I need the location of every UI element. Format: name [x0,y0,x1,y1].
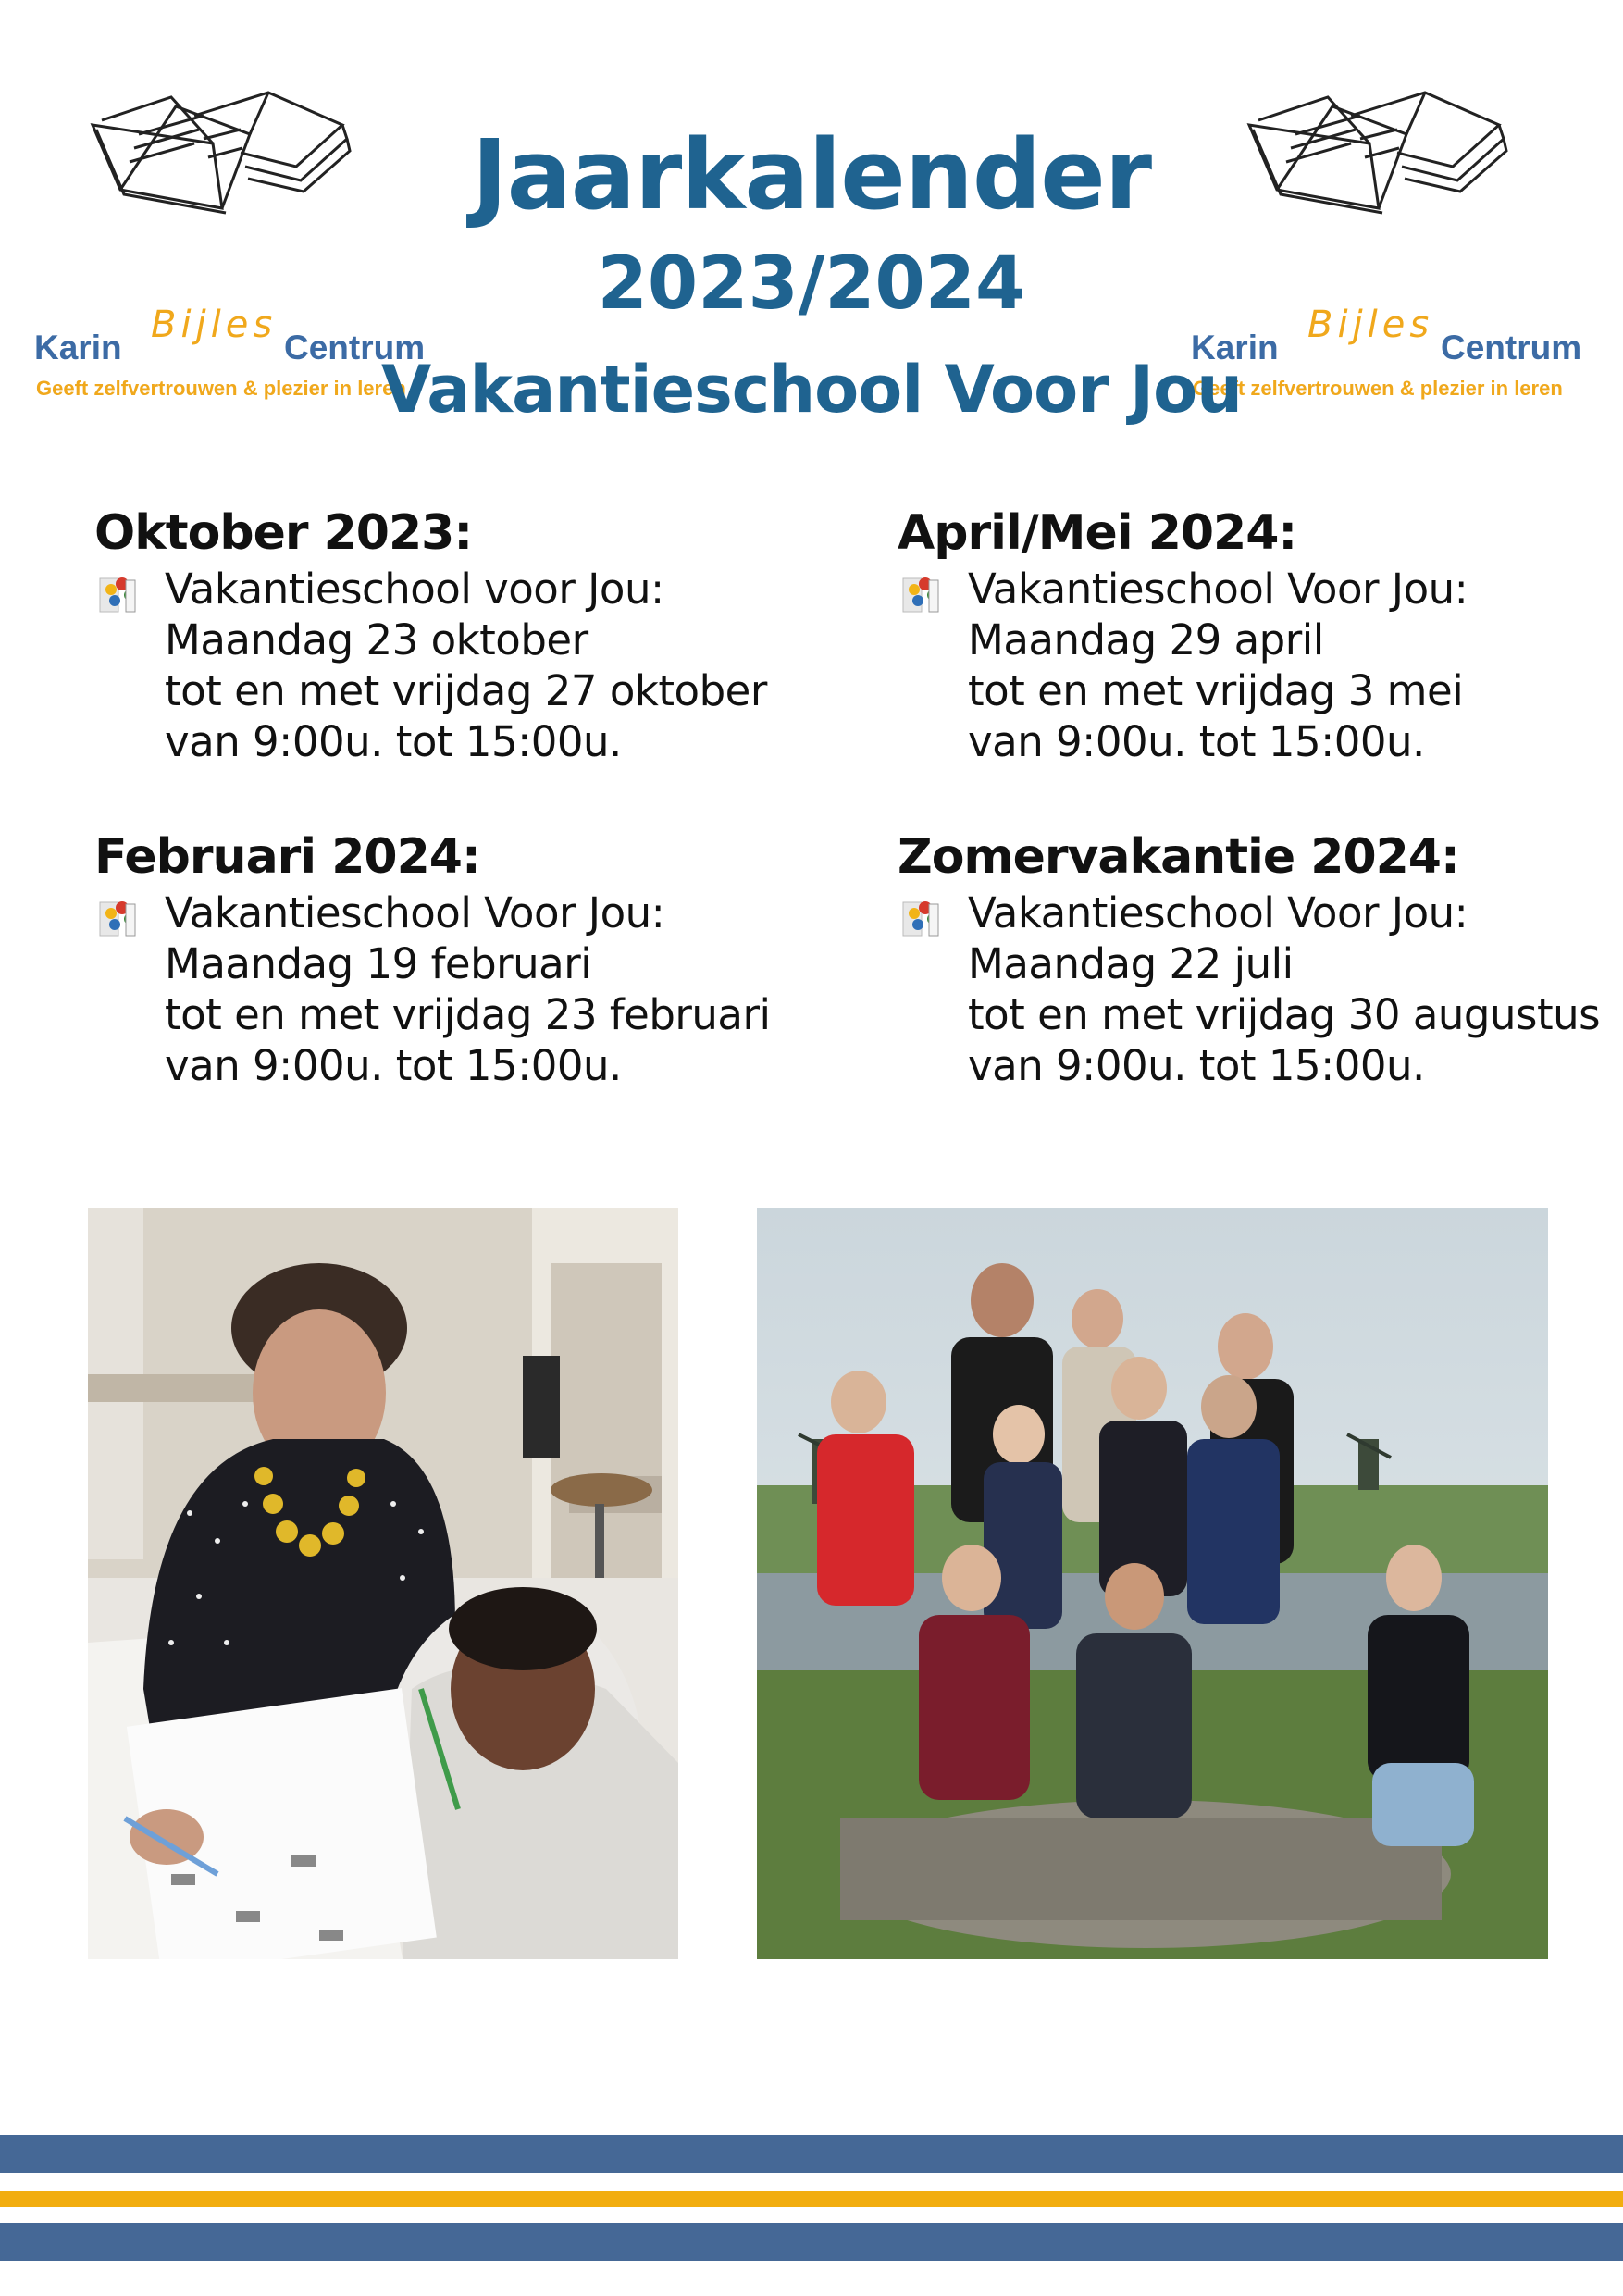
item-line: tot en met vrijdag 23 februari [165,990,771,1039]
brand-tagline: Geeft zelfvertrouwen & plezier in leren [36,377,406,400]
section-heading: April/Mei 2024: [898,505,1297,561]
item-line: Vakantieschool Voor Jou: [165,888,665,937]
section-item [94,564,853,767]
item-line: Vakantieschool voor Jou: [165,565,664,614]
item-line: Maandag 22 juli [968,939,1294,988]
brand-word-karin: Karin [1191,329,1279,366]
brand-word-centrum: Centrum [1441,329,1582,366]
school-year: 2023/2024 [597,242,1026,326]
item-line: tot en met vrijdag 30 augustus [968,990,1601,1039]
item-line: Maandag 23 oktober [165,615,588,664]
photo-teacher-student [88,1208,678,1959]
footer-stripe-blue [0,2223,1623,2261]
section-item [94,887,853,1091]
item-line: van 9:00u. tot 15:00u. [165,717,622,766]
item-line: van 9:00u. tot 15:00u. [165,1041,622,1090]
colorful-bullet-icon [98,571,142,615]
brand-word-bijles: Bijles [1307,304,1434,346]
item-line: van 9:00u. tot 15:00u. [968,1041,1425,1090]
item-line: Vakantieschool Voor Jou: [968,565,1468,614]
page-title: Jaarkalender [471,118,1152,231]
brand-tagline: Geeft zelfvertrouwen & plezier in leren [1193,377,1563,400]
section-heading: Zomervakantie 2024: [898,829,1459,885]
section-heading: Oktober 2023: [94,505,473,561]
section-februari [94,828,853,1091]
item-line: tot en met vrijdag 3 mei [968,666,1464,715]
photo-group-outdoors [757,1208,1548,1959]
brand-word-bijles: Bijles [151,304,278,346]
footer-stripe-yellow [0,2191,1623,2207]
section-heading: Februari 2024: [94,829,480,885]
brand-word-centrum: Centrum [284,329,426,366]
section-april-mei [898,504,1623,767]
item-line: Vakantieschool Voor Jou: [968,888,1468,937]
brand-word-karin: Karin [34,329,122,366]
colorful-bullet-icon [901,895,946,939]
page-subtitle: Vakantieschool Voor Jou [380,352,1243,428]
section-oktober [94,504,853,767]
colorful-bullet-icon [901,571,946,615]
item-line: Maandag 19 februari [165,939,592,988]
section-zomervakantie [898,828,1623,1091]
colorful-bullet-icon [98,895,142,939]
section-item [898,887,1623,1091]
item-line: Maandag 29 april [968,615,1324,664]
section-item [898,564,1623,767]
item-line: tot en met vrijdag 27 oktober [165,666,767,715]
item-line: van 9:00u. tot 15:00u. [968,717,1425,766]
footer-stripe-blue [0,2135,1623,2173]
